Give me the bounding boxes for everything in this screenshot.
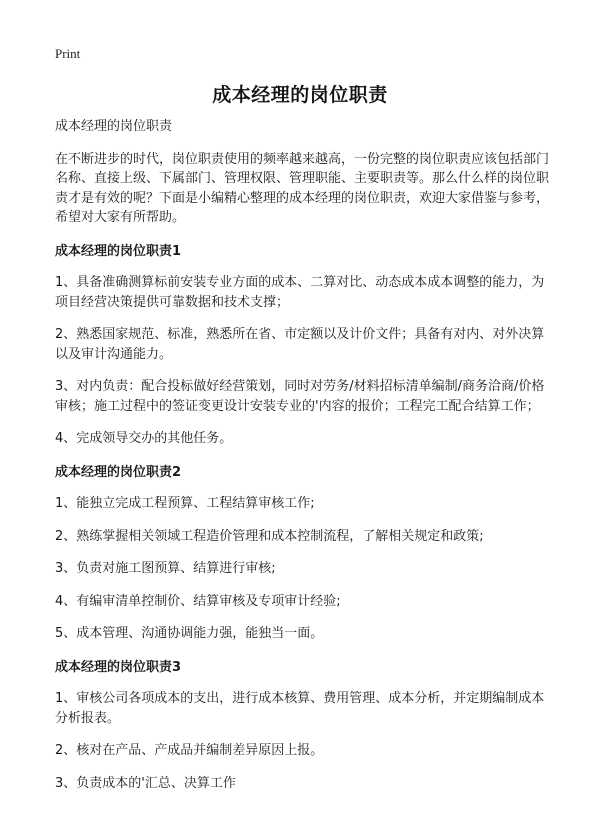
duty-item: 2、熟练掌握相关领域工程造价管理和成本控制流程，了解相关规定和政策;: [55, 528, 484, 544]
document-body: [55, 117, 553, 806]
document-title: 成本经理的岗位职责: [212, 84, 388, 106]
duty-item: 3、负责对施工图预算、结算进行审核;: [55, 561, 276, 576]
duty-item: 1、能独立完成工程预算、工程结算审核工作;: [55, 496, 315, 511]
duty-item: 4、有编审清单控制价、结算审核及专项审计经验;: [55, 593, 341, 609]
duty-item: 5、成本管理、沟通协调能力强，能独当一面。: [55, 626, 324, 641]
document-subtitle: 成本经理的岗位职责: [55, 119, 173, 134]
section-heading: 成本经理的岗位职责3: [55, 659, 182, 675]
duties-section-2: [55, 463, 553, 644]
print-link[interactable]: Print: [55, 46, 81, 61]
section-heading: 成本经理的岗位职责1: [55, 243, 182, 259]
duties-section-3: [55, 658, 553, 794]
duties-section-1: [55, 242, 553, 449]
duty-item: 1、具备准确测算标前安装专业方面的成本、二算对比、动态成本成本调整的能力，为项目经营决策提供可靠数据和技术支撑；: [55, 275, 545, 310]
duty-item: 3、对内负责：配合投标做好经营策划，同时对劳务/材料招标清单编制/商务洽商/价格审核；施工过程中的签证变更设计安装专业的'内容的报价；工程完工配合结算工作；: [55, 379, 545, 414]
duty-item: 1、审核公司各项成本的支出，进行成本核算、费用管理、成本分析，并定期编制成本分析报表。: [55, 691, 545, 726]
section-heading: 成本经理的岗位职责2: [55, 464, 182, 480]
duty-item: 4、完成领导交办的其他任务。: [55, 431, 233, 446]
duty-item: 2、核对在产品、产成品并编制差异原因上报。: [55, 743, 324, 758]
duty-item: 3、负责成本的'汇总、决算工作: [55, 775, 236, 791]
duty-item: 2、熟悉国家规范、标准，熟悉所在省、市定额以及计价文件；具备有对内、对外决算以及审计沟通能力。: [55, 327, 545, 362]
intro-paragraph: 在不断进步的时代，岗位职责使用的频率越来越高，一份完整的岗位职责应该包括部门名称、直接上级、下属部门、管理权限、管理职能、主要职责等。那么什么样的岗位职责才是有效的呢？下面是小编精心整理的成本经理的岗位职责，欢迎大家借鉴与参考，希望对大家有所帮助。: [55, 151, 550, 225]
